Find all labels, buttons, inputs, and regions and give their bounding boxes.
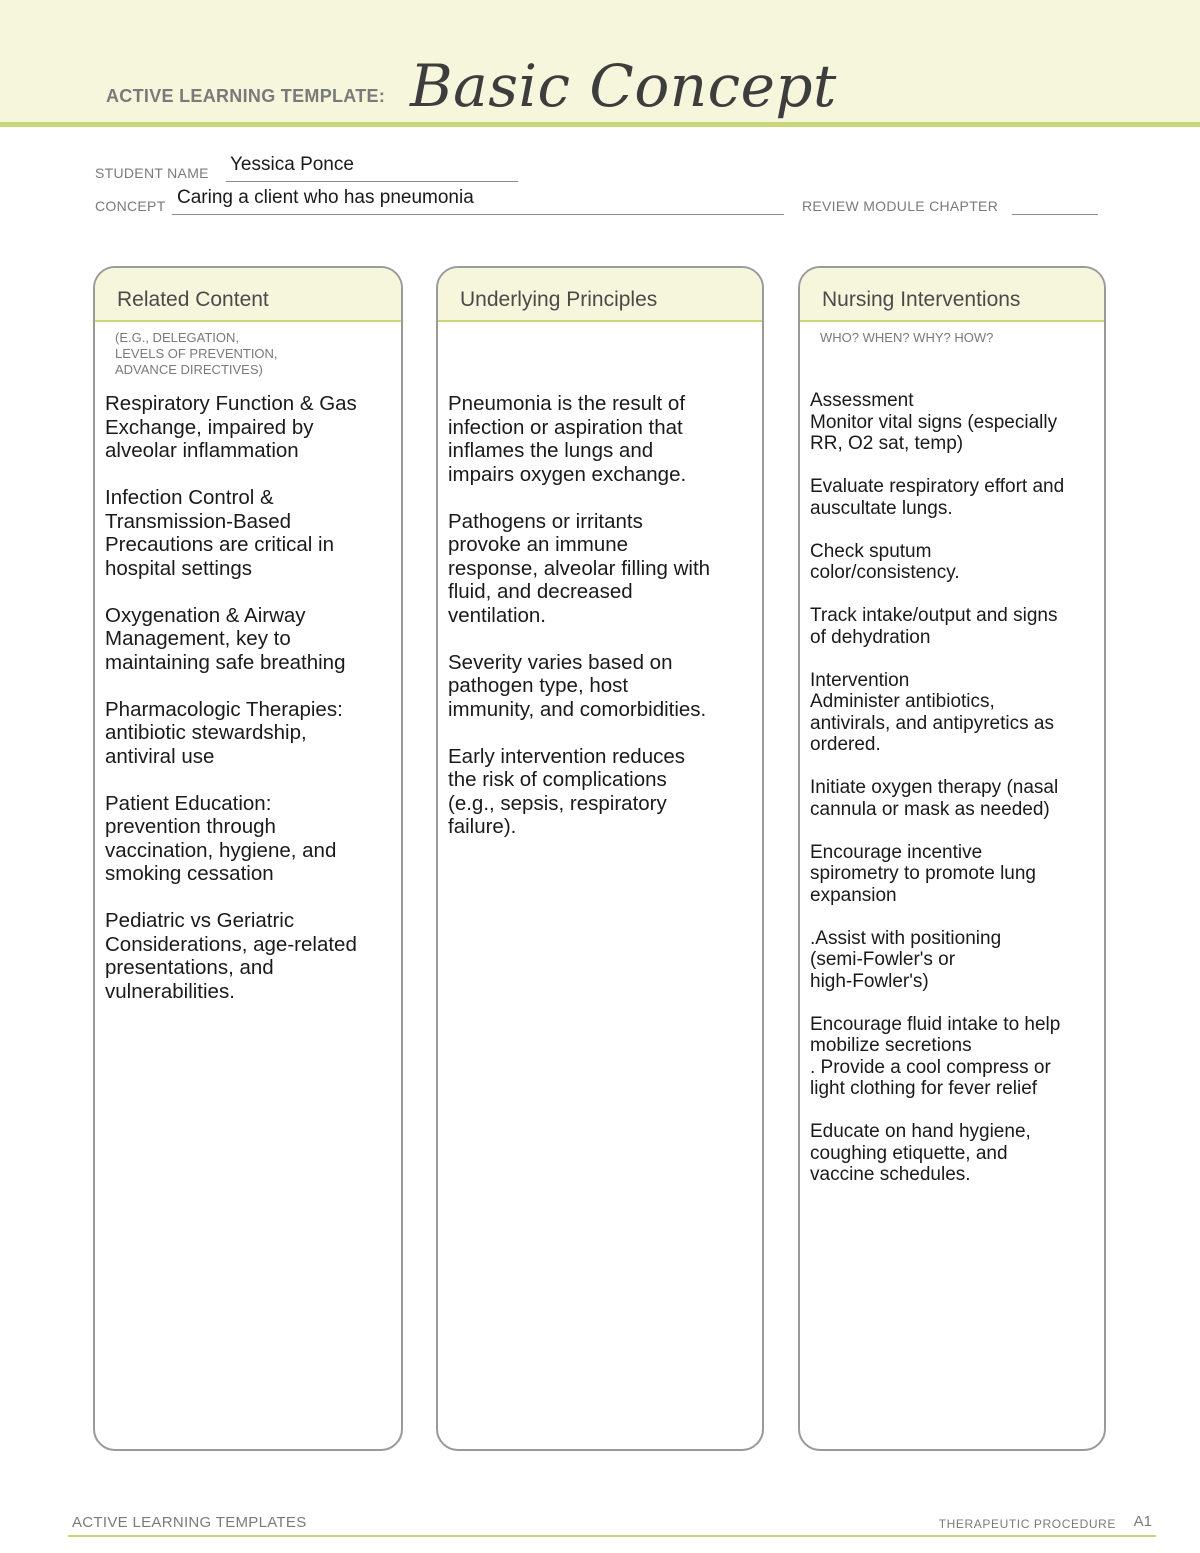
review-module-label: REVIEW MODULE CHAPTER	[802, 198, 999, 214]
nursing-interventions-panel	[798, 266, 1106, 1451]
paragraph: Oxygenation & Airway Management, key to maintaining safe breathing	[105, 603, 346, 674]
student-name-line	[226, 181, 518, 182]
template-title: Basic Concept	[410, 52, 837, 120]
panel-title: Nursing Interventions	[822, 288, 1021, 311]
paragraph: Infection Control & Transmission-Based Precautions are critical in hospital settings	[105, 486, 335, 580]
paragraph: Track intake/output and signs of dehydration	[810, 605, 1058, 648]
paragraph: Pediatric vs Geriatric Considerations, age-related presentations, and vulnerabilities.	[105, 909, 357, 1003]
template-label: ACTIVE LEARNING TEMPLATE:	[106, 86, 386, 106]
concept-line	[172, 214, 784, 215]
underlying-principles-panel	[436, 266, 764, 1451]
subtitle-line: LEVELS OF PREVENTION,	[115, 346, 278, 361]
student-name-field[interactable]: Yessica Ponce	[230, 154, 354, 175]
panel-subtitle: WHO? WHEN? WHY? HOW?	[820, 330, 994, 345]
paragraph: Intervention Administer antibiotics, antivirals, and antipyretics as ordered.	[810, 669, 1054, 755]
related-content-text[interactable]	[105, 392, 395, 1027]
panel-title: Underlying Principles	[460, 288, 658, 311]
footer-procedure-label: THERAPEUTIC PROCEDURE	[938, 1517, 1116, 1531]
student-name-label: STUDENT NAME	[95, 165, 209, 181]
footer-divider	[68, 1535, 1156, 1537]
paragraph: Early intervention reduces the risk of complications (e.g., sepsis, respiratory failure).	[448, 744, 686, 838]
concept-label: CONCEPT	[95, 198, 166, 214]
paragraph: Pathogens or irritants provoke an immune response, alveolar filling with fluid, and decreased ventilation.	[448, 509, 711, 627]
paragraph: Encourage incentive spirometry to promote lung expansion	[810, 841, 1036, 906]
concept-field[interactable]: Caring a client who has pneumonia	[177, 187, 474, 208]
header-divider	[0, 122, 1200, 127]
paragraph: Encourage fluid intake to help mobilize secretions . Provide a cool compress or light clothing for fever relief	[810, 1013, 1061, 1099]
related-content-panel	[93, 266, 403, 1451]
panel-subtitle	[115, 330, 365, 378]
paragraph: Respiratory Function & Gas Exchange, impaired by alveolar inflammation	[105, 392, 357, 462]
paragraph: Evaluate respiratory effort and auscultate lungs.	[810, 476, 1065, 519]
review-module-field[interactable]	[1012, 214, 1098, 215]
paragraph: Patient Education: prevention through vaccination, hygiene, and smoking cessation	[105, 791, 337, 885]
paragraph: Initiate oxygen therapy (nasal cannula or mask as needed)	[810, 777, 1059, 820]
paragraph: Assessment Monitor vital signs (especially RR, O2 sat, temp)	[810, 390, 1058, 454]
footer-page-code: A1	[1133, 1513, 1152, 1530]
paragraph: Pneumonia is the result of infection or aspiration that inflames the lungs and impairs oxygen exchange.	[448, 392, 687, 486]
paragraph: Check sputum color/consistency.	[810, 540, 960, 583]
paragraph: Educate on hand hygiene, coughing etiquette, and vaccine schedules.	[810, 1121, 1031, 1185]
nursing-interventions-text[interactable]	[810, 390, 1098, 1207]
paragraph: Severity varies based on pathogen type, host immunity, and comorbidities.	[448, 650, 707, 721]
panel-title: Related Content	[117, 288, 269, 311]
footer-label: ACTIVE LEARNING TEMPLATES	[72, 1514, 307, 1531]
subtitle-line: (E.G., DELEGATION,	[115, 330, 240, 345]
paragraph: Pharmacologic Therapies: antibiotic stewardship, antiviral use	[105, 697, 343, 768]
underlying-principles-text[interactable]	[448, 392, 756, 862]
subtitle-line: ADVANCE DIRECTIVES)	[115, 362, 263, 377]
paragraph: .Assist with positioning (semi-Fowler's or high-Fowler's)	[810, 927, 1002, 992]
